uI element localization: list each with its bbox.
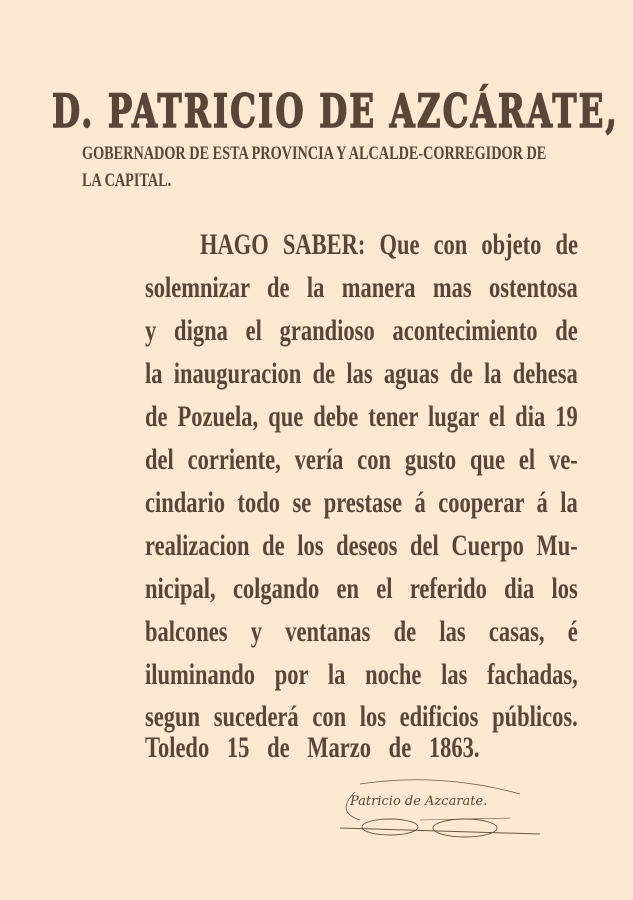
- body-line: iluminando por la noche las fachadas,: [145, 658, 578, 691]
- body-line: solemnizar de la manera mas ostentosa: [145, 271, 578, 304]
- signature-text: Patricio de Azcarate.: [350, 794, 488, 809]
- body-line: realizacion de los deseos del Cuerpo Mu-: [145, 529, 578, 562]
- proclamation-title: D. PATRICIO DE AZCÁRATE,: [52, 84, 619, 138]
- body-line: la inauguracion de las aguas de la dehesa: [145, 357, 578, 390]
- body-line: balcones y ventanas de las casas, é: [145, 615, 578, 648]
- body-line: segun sucederá con los edificios públicos.: [145, 700, 578, 733]
- body-line: cindario todo se prestase á cooperar á la: [145, 486, 578, 519]
- signature: [320, 772, 570, 842]
- subtitle-line-1: GOBERNADOR DE ESTA PROVINCIA Y ALCALDE-CORREGIDOR DE: [82, 143, 547, 164]
- subtitle-line-2: LA CAPITAL.: [82, 170, 172, 191]
- body-line: del corriente, vería con gusto que el ve-: [145, 443, 578, 476]
- body-line: nicipal, colgando en el referido dia los: [145, 572, 578, 605]
- body-line: HAGO SABER: Que con objeto de: [200, 228, 578, 261]
- body-line: y digna el grandioso acontecimiento de: [145, 314, 578, 347]
- body-line: de Pozuela, que debe tener lugar el dia 19: [145, 400, 578, 433]
- date-line: Toledo 15 de Marzo de 1863.: [145, 731, 480, 764]
